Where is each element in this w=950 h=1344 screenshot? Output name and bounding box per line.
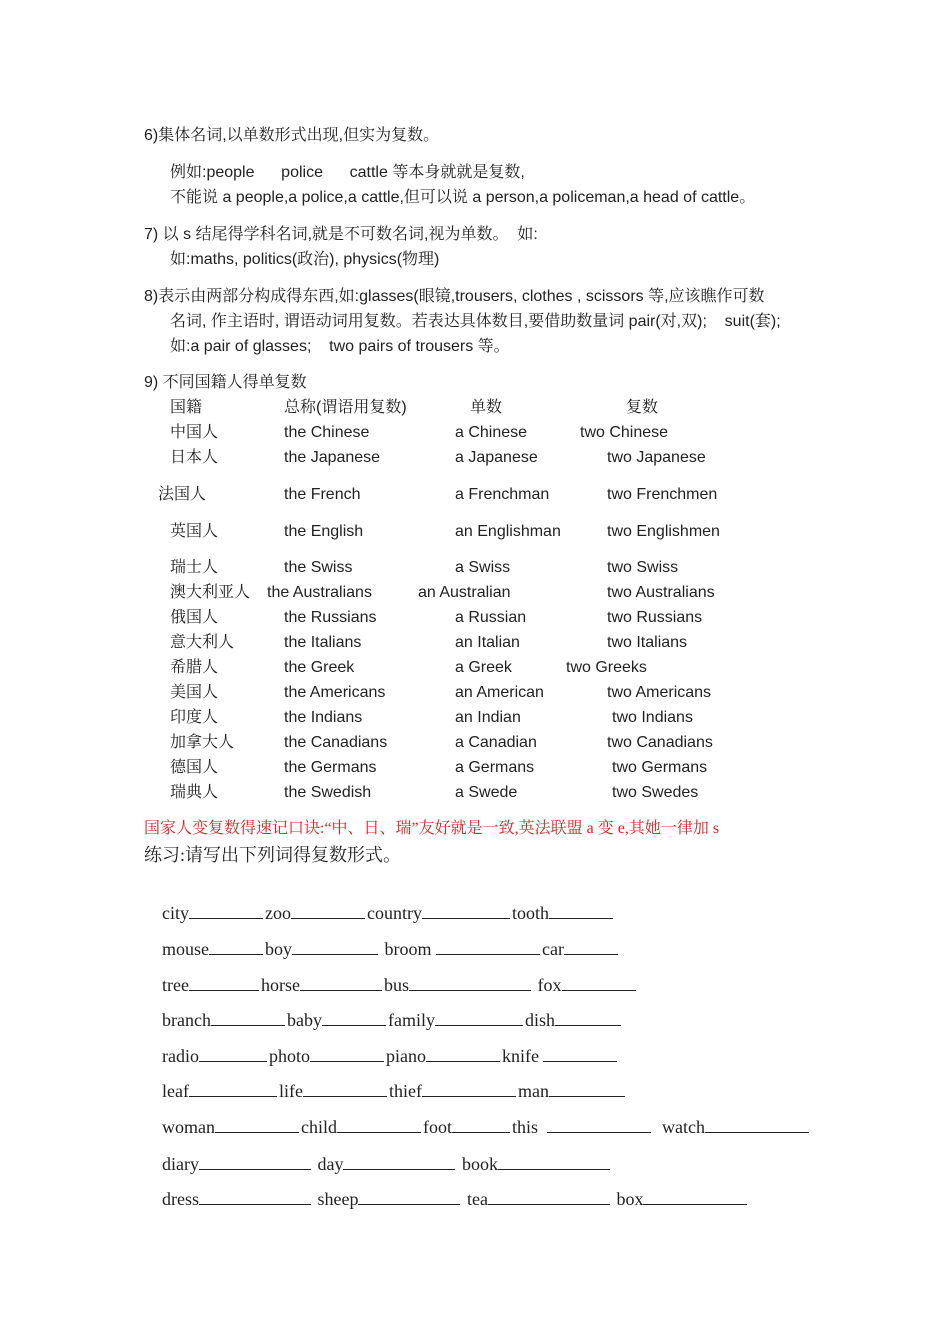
table-cell: a Swiss	[455, 559, 511, 576]
exercise-word: country	[367, 903, 422, 923]
exercise-word: piano	[386, 1046, 426, 1066]
section-6-heading: 6)集体名词,以单数形式出现,但实为复数。	[144, 127, 440, 144]
exercise-word: sheep	[317, 1189, 359, 1209]
table-cell: the Australians	[267, 584, 372, 601]
table-cell: two Americans	[607, 684, 712, 701]
table-cell: an Australian	[418, 584, 511, 601]
exercise-word: child	[301, 1117, 337, 1137]
exercise-word: boy	[265, 939, 292, 959]
table-cell: 俄国人	[170, 609, 219, 626]
table-cell: 希腊人	[170, 659, 219, 676]
table-cell: an Indian	[455, 709, 521, 726]
exercise-word: foot	[423, 1117, 452, 1137]
table-cell: an Englishman	[455, 523, 561, 540]
table-cell: a Russian	[455, 609, 527, 626]
table-cell: the Italians	[284, 634, 362, 651]
exercise-title: 练习:请写出下列词得复数形式。	[144, 845, 401, 865]
exercise-word: dish	[524, 1010, 555, 1030]
exercise-row	[144, 1166, 749, 1232]
exercise-word: tooth	[511, 903, 549, 923]
table-cell: 英国人	[170, 523, 219, 540]
table-cell: the Indians	[284, 709, 363, 726]
table-cell: two Germans	[612, 759, 708, 776]
section-7-line-1: 如:maths, politics(政治), physics(物理)	[170, 251, 440, 268]
answer-blank[interactable]	[199, 1188, 311, 1205]
table-cell: a Canadian	[455, 734, 537, 751]
table-cell: a Germans	[455, 759, 535, 776]
table-cell: the Chinese	[284, 424, 370, 441]
table-cell: two Italians	[607, 634, 688, 651]
table-cell: 意大利人	[170, 634, 235, 651]
exercise-word: zoo	[265, 903, 291, 923]
exercise-word: car	[542, 939, 564, 959]
exercise-word: man	[517, 1081, 549, 1101]
exercise-word: fox	[537, 975, 562, 995]
section-7-heading: 7) 以 s 结尾得学科名词,就是不可数名词,视为单数。 如:	[144, 226, 538, 243]
table-cell: two Greeks	[566, 659, 647, 676]
exercise-word: this	[512, 1117, 539, 1137]
table-cell: the Americans	[284, 684, 386, 701]
table-cell: the Russians	[284, 609, 377, 626]
table-cell: 加拿大人	[170, 734, 235, 751]
table-header: 国籍	[170, 399, 203, 416]
table-cell: the Canadians	[284, 734, 388, 751]
table-cell: a Swede	[455, 784, 518, 801]
table-cell: 德国人	[170, 759, 219, 776]
section-8-line-2: 名词, 作主语时, 谓语动词用复数。若表达具体数目,要借助数量词 pair(对,双); suit(套);	[170, 313, 781, 330]
exercise-word: thief	[388, 1081, 422, 1101]
table-header: 单数	[470, 399, 503, 416]
table-cell: 中国人	[170, 424, 219, 441]
table-cell: 瑞士人	[170, 559, 219, 576]
table-cell: 印度人	[170, 709, 219, 726]
table-cell: a Japanese	[455, 449, 538, 466]
exercise-word: photo	[268, 1046, 310, 1066]
exercise-word: day	[317, 1154, 344, 1174]
table-cell: the Swedish	[284, 784, 372, 801]
table-cell: 美国人	[170, 684, 219, 701]
answer-blank[interactable]	[488, 1188, 610, 1205]
table-cell: an American	[455, 684, 544, 701]
table-cell: the Greek	[284, 659, 355, 676]
table-cell: two Russians	[607, 609, 703, 626]
exercise-word: diary	[162, 1154, 199, 1174]
exercise-word: family	[387, 1010, 435, 1030]
exercise-word: tea	[466, 1189, 488, 1209]
table-cell: 澳大利亚人	[170, 584, 251, 601]
answer-blank[interactable]	[705, 1116, 809, 1133]
answer-blank[interactable]	[358, 1188, 460, 1205]
table-cell: the Japanese	[284, 449, 381, 466]
table-cell: a Greek	[455, 659, 512, 676]
exercise-word: broom	[384, 939, 432, 959]
table-cell: the Swiss	[284, 559, 353, 576]
section-6-line-2: 不能说 a people,a police,a cattle,但可以说 a person,a policeman,a head of cattle。	[170, 189, 756, 206]
table-cell: a Chinese	[455, 424, 528, 441]
table-cell: 瑞典人	[170, 784, 219, 801]
section-6-line-1: 例如:people police cattle 等本身就就是复数,	[170, 164, 525, 181]
exercise-word: horse	[260, 975, 300, 995]
table-cell: a Frenchman	[455, 486, 550, 503]
section-9-heading: 9) 不同国籍人得单复数	[144, 374, 307, 391]
exercise-word: watch	[662, 1117, 705, 1137]
section-8-line-3: 如:a pair of glasses; two pairs of trousers 等。	[170, 338, 510, 355]
exercise-word: leaf	[162, 1081, 189, 1101]
exercise-word: knife	[502, 1046, 539, 1066]
table-cell: two Swedes	[612, 784, 699, 801]
table-cell: two Swiss	[607, 559, 679, 576]
table-cell: two Englishmen	[607, 523, 720, 540]
answer-blank[interactable]	[643, 1188, 747, 1205]
table-cell: two Frenchmen	[607, 486, 718, 503]
table-cell: two Indians	[612, 709, 693, 726]
exercise-word: book	[461, 1154, 498, 1174]
mnemonic-note: 国家人变复数得速记口诀:“中、日、瑞”友好就是一致,英法联盟 a 变 e,其她一律加 s	[144, 820, 720, 837]
exercise-word: tree	[162, 975, 189, 995]
exercise-word: woman	[162, 1117, 215, 1137]
table-cell: 日本人	[170, 449, 219, 466]
table-header: 复数	[626, 399, 659, 416]
table-cell: two Chinese	[580, 424, 669, 441]
table-cell: two Japanese	[607, 449, 706, 466]
exercise-word: dress	[162, 1189, 199, 1209]
exercise-word: city	[162, 903, 189, 923]
exercise-word: bus	[383, 975, 409, 995]
table-cell: two Canadians	[607, 734, 713, 751]
table-cell: 法国人	[158, 486, 207, 503]
exercise-word: box	[616, 1189, 644, 1209]
exercise-word: radio	[162, 1046, 199, 1066]
exercise-word: branch	[162, 1010, 211, 1030]
exercise-word: baby	[286, 1010, 322, 1030]
table-cell: an Italian	[455, 634, 520, 651]
table-cell: the French	[284, 486, 361, 503]
table-cell: two Australians	[607, 584, 715, 601]
table-header: 总称(谓语用复数)	[284, 399, 407, 416]
exercise-word: mouse	[162, 939, 209, 959]
table-cell: the Germans	[284, 759, 377, 776]
section-8-line-1: 8)表示由两部分构成得东西,如:glasses(眼镜,trousers, clothes , scissors 等,应该瞧作可数	[144, 288, 765, 305]
exercise-word: life	[278, 1081, 303, 1101]
table-cell: the English	[284, 523, 364, 540]
